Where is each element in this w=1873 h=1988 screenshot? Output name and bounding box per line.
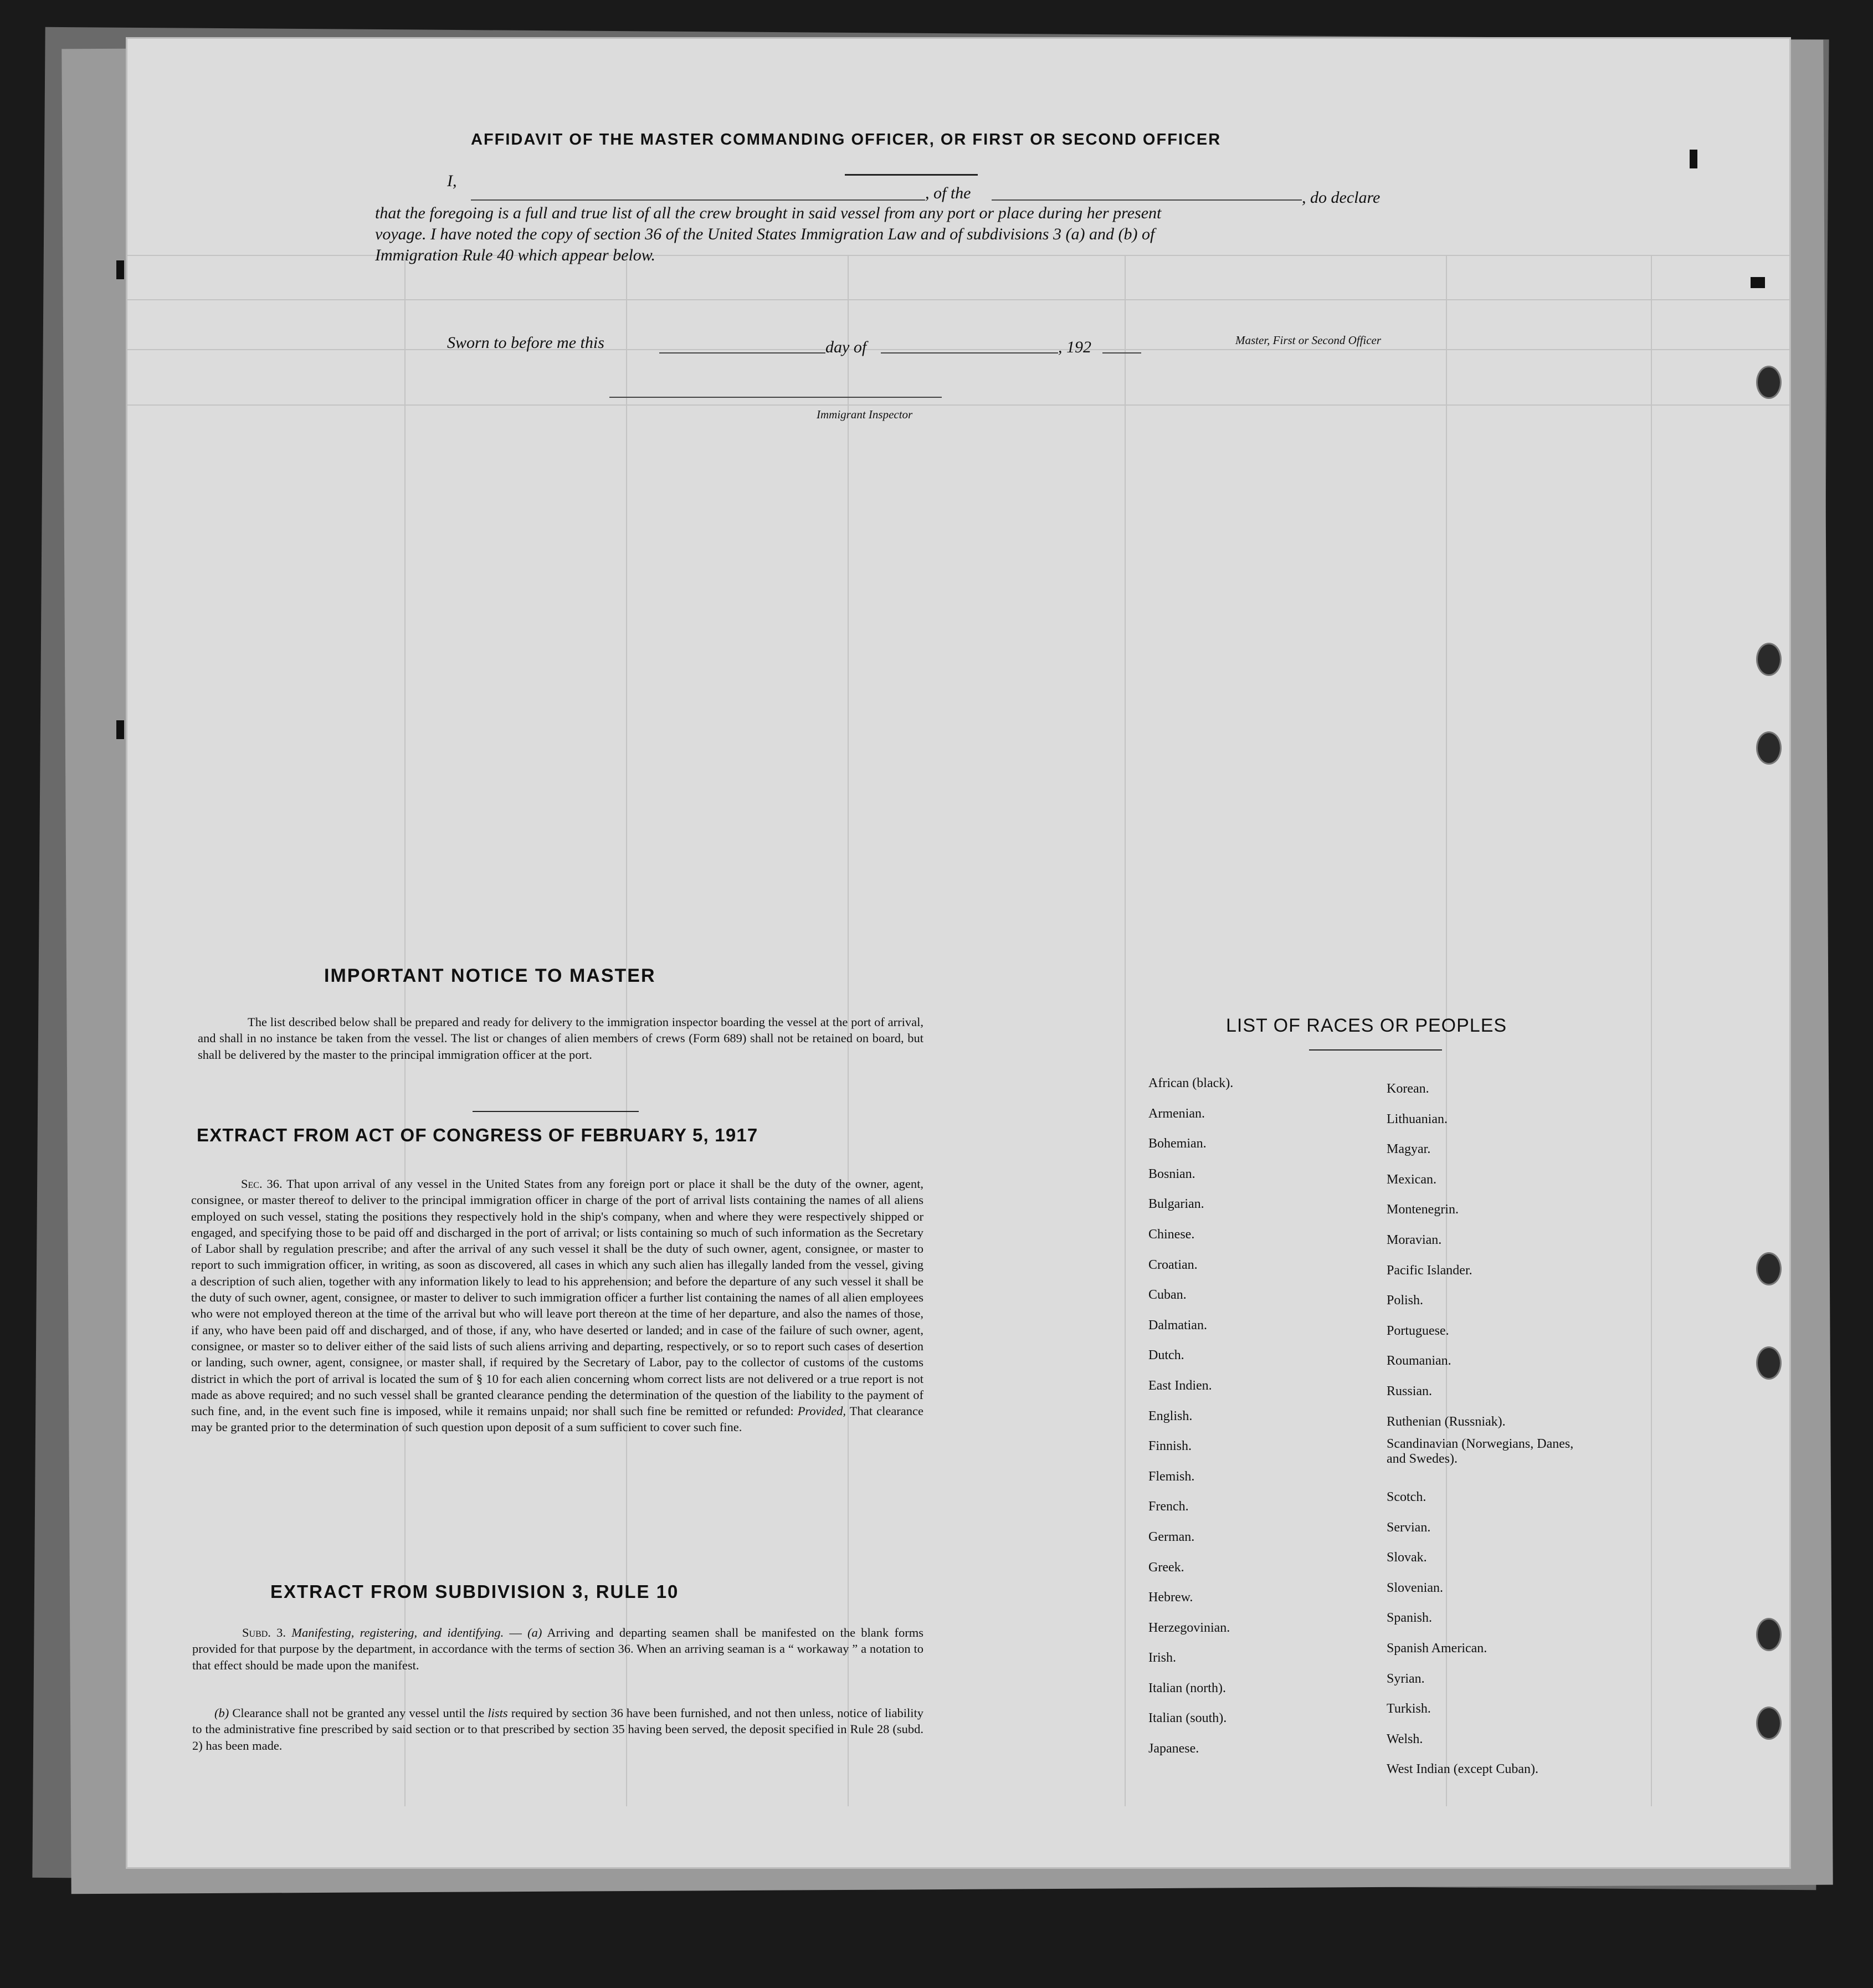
binding-mark: [116, 260, 124, 279]
race-item: Magyar.: [1387, 1142, 1431, 1157]
rule-b-text-2: required by section 36 have been furnished, and not then unless, notice of liability to the administrative fine prescribed by said section or to that prescribed by section 35 having been served, the deposit specified in Rule 28 (subd. 2) has been made.: [192, 1706, 923, 1753]
rule-b-lists: lists: [488, 1706, 508, 1720]
race-item: Syrian.: [1387, 1671, 1425, 1686]
punch-hole: [1756, 366, 1782, 399]
punch-hole: [1756, 1252, 1782, 1285]
race-item: Pacific Islander.: [1387, 1263, 1472, 1278]
sworn-month-line[interactable]: [881, 352, 1058, 353]
master-signature-label: Master, First or Second Officer: [1235, 334, 1382, 347]
race-item: Bulgarian.: [1148, 1197, 1204, 1212]
race-item: Montenegrin.: [1387, 1202, 1459, 1217]
document-page: [127, 39, 1789, 1867]
race-item: Mexican.: [1387, 1172, 1436, 1187]
rule-a-label: (a): [527, 1626, 542, 1639]
affidavit-line-4: Immigration Rule 40 which appear below.: [375, 246, 656, 264]
punch-hole: [1756, 731, 1782, 765]
sworn-label: Sworn to before me this: [447, 334, 604, 352]
race-item: Italian (north).: [1148, 1680, 1226, 1695]
race-item: Dutch.: [1148, 1348, 1184, 1363]
race-item: Polish.: [1387, 1293, 1424, 1308]
inspector-label: Immigrant Inspector: [817, 408, 913, 421]
act-body: [191, 1176, 923, 1436]
rule-a-paragraph: Subd. 3. Manifesting, registering, and identifying. — (a) Arriving and departing seamen shall be manifested on the blank forms provided for that purpose by the department, in accordance with the terms of section 36. When an arriving seaman is a “ workaway ” a notation to that effect should be made upon the manifest.: [192, 1626, 924, 1672]
race-item: Turkish.: [1387, 1702, 1431, 1717]
affidavit-title: AFFIDAVIT OF THE MASTER COMMANDING OFFICER, OR FIRST OR SECOND OFFICER: [471, 131, 1222, 148]
race-item: East Indien.: [1148, 1378, 1212, 1393]
race-item: Greek.: [1148, 1560, 1184, 1575]
day-of-label: day of: [825, 338, 867, 356]
rule-b-label: (b): [214, 1706, 229, 1720]
races-right-column: [1387, 1074, 1608, 1785]
affidavit-line-2: that the foregoing is a full and true list of all the crew brought in said vessel from any port or place during her present: [375, 204, 1162, 222]
binding-mark: [1690, 150, 1697, 168]
rule-subd-label: Subd. 3.: [242, 1626, 286, 1639]
race-item: Dalmatian.: [1148, 1318, 1207, 1333]
race-item: Roumanian.: [1387, 1354, 1451, 1369]
race-item: Slovak.: [1387, 1550, 1427, 1565]
act-provided-label: Provided,: [797, 1404, 846, 1418]
master-name-line[interactable]: [471, 199, 925, 201]
year-label: , 192: [1058, 338, 1091, 356]
punch-hole: [1756, 1707, 1782, 1740]
races-rule: [1309, 1049, 1442, 1051]
race-item: Irish.: [1148, 1651, 1176, 1666]
affidavit-line-3: voyage. I have noted the copy of section 36 of the United States Immigration Law and of subdivisions 3 (a) and (b) of: [375, 225, 1155, 243]
race-item: Japanese.: [1148, 1741, 1199, 1756]
race-item: Slovenian.: [1387, 1580, 1443, 1595]
rule-b-paragraph: [192, 1705, 923, 1754]
race-item: German.: [1148, 1529, 1195, 1544]
race-item: Cuban.: [1148, 1288, 1187, 1303]
races-title: LIST OF RACES OR PEOPLES: [1226, 1015, 1507, 1036]
sworn-year-line[interactable]: [1102, 352, 1141, 353]
race-item: West Indian (except Cuban).: [1387, 1762, 1538, 1777]
act-body-text: That upon arrival of any vessel in the United States from any foreign port or place it shall be the duty of the owner, agent, consignee, or master thereof to deliver to the principal immigration officer in charge of the port of arrival lists containing the names of all aliens employed on such vessel, stating the positions they respectively hold in the ship's company, when and where they were respectively shipped or engaged, and specifying those to be paid off and discharged in the port of arrival; or lists containing so much of such information as the Secretary of Labor shall by regulation prescribe; and after the arrival of any such vessel it shall be the duty of such owner, agent, consignee, or master to report to such immigration officer, in writing, as soon as discovered, all cases in which any such alien has illegally landed from the vessel, giving a description of such alien, together with any information likely to lead to his apprehension; and before the departure of any such vessel it shall be the duty of such owner, agent, consignee, or master to deliver to such immigration officer a further list containing the names of all alien employees who were not employed thereon at the time of the arrival but who will leave port thereon at the time of her departure, and also the names of those, if any, who have been paid off and discharged, and of those, if any, who have deserted or landed; and in case of the failure of such owner, agent, consignee, or master so to deliver either of the said lists of such aliens arriving and departing, respectively, or so to report such cases of desertion or landing, such owner, agent, consignee, or master shall, if required by the Secretary of Labor, pay to the collector of customs of the customs district in which the port of arrival is located the sum of § 10 for each alien concerning whom correct lists are not delivered or a true report is not made as above required; and no such vessel shall be granted clearance pending the determination of the question of the liability to the payment of such fine, and, in the event such fine is imposed, while it remains unpaid; nor shall such fine be remitted or refunded:: [191, 1177, 924, 1418]
affidavit-declare-label: , do declare: [1302, 188, 1381, 207]
race-item: Bohemian.: [1148, 1136, 1207, 1151]
race-item: English.: [1148, 1408, 1193, 1423]
affidavit-of-the-label: , of the: [925, 184, 971, 202]
race-item: Spanish.: [1387, 1611, 1433, 1626]
race-item: African (black).: [1148, 1076, 1234, 1090]
punch-hole: [1756, 1346, 1782, 1380]
races-left-column: [1148, 1068, 1233, 1764]
notice-title: IMPORTANT NOTICE TO MASTER: [324, 965, 656, 986]
act-provided-text: That clearance may be granted prior to the determination of such question upon deposit of a sum sufficient to cover such fine.: [191, 1404, 924, 1434]
notice-body: The list described below shall be prepared and ready for delivery to the immigration inspector boarding the vessel at the port of arrival, and shall in no instance be taken from the vessel. The list or changes of alien members of crews (Form 689) shall not be retained on board, but shall be delivered by the master to the principal immigration officer at the port.: [198, 1015, 923, 1062]
inspector-signature-line[interactable]: [609, 397, 942, 398]
race-item: Welsh.: [1387, 1731, 1423, 1746]
rule-a-text: Arriving and departing seamen shall be manifested on the blank forms provided for that purpose by the department, in accordance with the terms of section 36. When an arriving seaman is a “ workaway ” a notation to that effect should be made upon the manifest.: [192, 1626, 924, 1672]
race-item: Chinese.: [1148, 1227, 1195, 1242]
race-item: Croatian.: [1148, 1257, 1198, 1272]
punch-hole: [1756, 643, 1782, 676]
binding-mark: [1751, 277, 1765, 288]
race-item: Italian (south).: [1148, 1711, 1227, 1726]
sworn-day-line[interactable]: [659, 352, 825, 353]
race-item: Spanish American.: [1387, 1641, 1487, 1656]
punch-hole: [1756, 1618, 1782, 1651]
race-item: Lithuanian.: [1387, 1111, 1448, 1126]
race-item: Scandinavian (Norwegians, Danes, and Swedes).: [1387, 1437, 1574, 1467]
race-item: Portuguese.: [1387, 1323, 1449, 1338]
race-item: French.: [1148, 1499, 1189, 1514]
rule-subd-heading: Manifesting, registering, and identifying.: [291, 1626, 504, 1639]
race-item: Finnish.: [1148, 1439, 1192, 1454]
race-item: Flemish.: [1148, 1469, 1195, 1484]
race-item: Armenian.: [1148, 1106, 1205, 1121]
race-item: Herzegovinian.: [1148, 1620, 1230, 1635]
race-item: Bosnian.: [1148, 1166, 1195, 1181]
race-item: Ruthenian (Russniak).: [1387, 1414, 1506, 1429]
vessel-name-line[interactable]: [992, 199, 1302, 201]
act-title: EXTRACT FROM ACT OF CONGRESS OF FEBRUARY 5, 1917: [197, 1125, 758, 1145]
race-item: Russian.: [1387, 1384, 1433, 1398]
act-sec-label: Sec. 36.: [241, 1177, 283, 1191]
race-item: Scotch.: [1387, 1490, 1426, 1505]
affidavit-i-label: I,: [447, 172, 457, 190]
race-item: Servian.: [1387, 1520, 1431, 1535]
notice-rule: [473, 1111, 639, 1112]
race-item: Korean.: [1387, 1082, 1429, 1096]
rule-title: EXTRACT FROM SUBDIVISION 3, RULE 10: [270, 1581, 679, 1602]
binding-mark: [116, 720, 124, 739]
affidavit-title-rule: [845, 174, 978, 176]
race-item: Hebrew.: [1148, 1590, 1193, 1605]
race-item: Moravian.: [1387, 1232, 1442, 1247]
rule-b-text-1: Clearance shall not be granted any vessel until the: [232, 1706, 485, 1720]
